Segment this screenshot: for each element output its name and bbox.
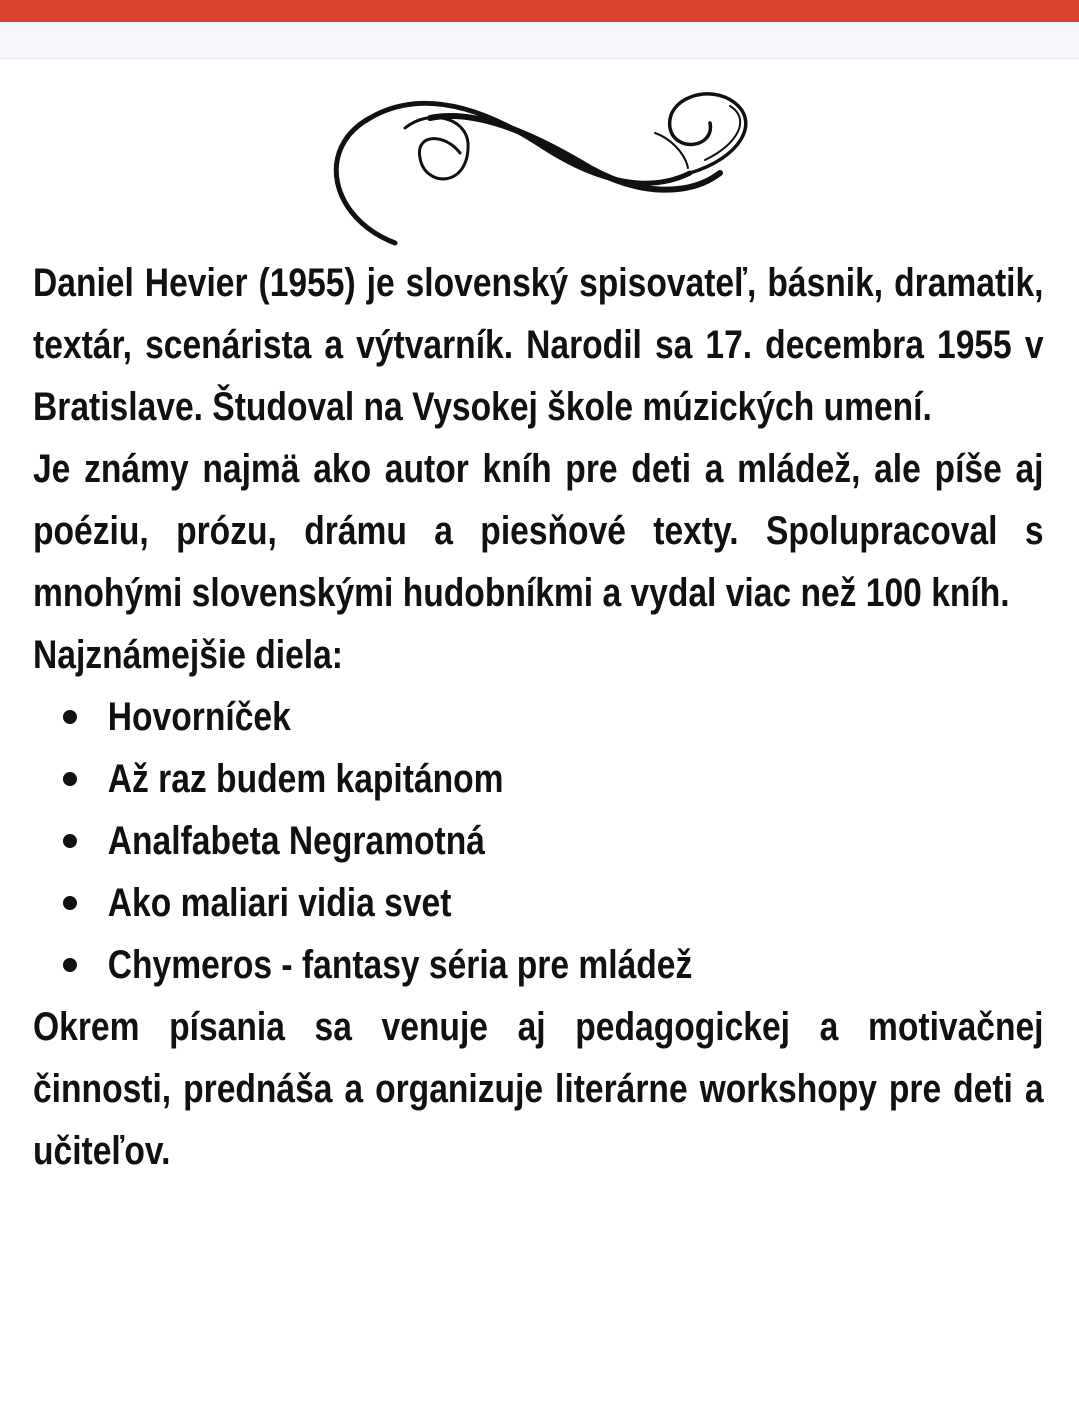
biography-paragraph-1: Daniel Hevier (1955) je slovenský spisovateľ, básnik, dramatik, textár, scenárista a výtvarník. Narodil sa 17. decembra 1955 v Bratislave. Študoval na Vysokej škole múzických umení. (33, 261, 1044, 429)
list-item (33, 748, 1044, 810)
header-strip (0, 22, 1079, 59)
work-title: Až raz budem kapitánom (107, 757, 504, 801)
bullet-icon (63, 772, 77, 786)
works-list (33, 686, 1044, 996)
biography-paragraph-3: Okrem písania sa venuje aj pedagogickej a motivačnej činnosti, prednáša a organizuje literárne workshopy pre deti a učiteľov. (33, 1005, 1044, 1173)
list-item (33, 810, 1044, 872)
work-title: Analfabeta Negramotná (107, 819, 485, 863)
biography-text (33, 252, 1044, 1182)
biography-paragraph-2: Je známy najmä ako autor kníh pre deti a mládež, ale píše aj poéziu, prózu, drámu a piesňové texty. Spolupracoval s mnohými slovenskými hudobníkmi a vydal viac než 100 kníh. (33, 447, 1044, 615)
work-title: Ako maliari vidia svet (107, 881, 452, 925)
bullet-icon (63, 834, 77, 848)
work-title: Hovorníček (107, 695, 291, 739)
bullet-icon (63, 896, 77, 910)
ornamental-swirl-flourish-icon (310, 78, 770, 248)
list-item (33, 934, 1044, 996)
list-item (33, 872, 1044, 934)
bullet-icon (63, 958, 77, 972)
list-item (33, 686, 1044, 748)
top-accent-bar (0, 0, 1079, 22)
bullet-icon (63, 710, 77, 724)
work-title: Chymeros - fantasy séria pre mládež (107, 943, 693, 987)
works-heading: Najznámejšie diela: (33, 633, 343, 677)
